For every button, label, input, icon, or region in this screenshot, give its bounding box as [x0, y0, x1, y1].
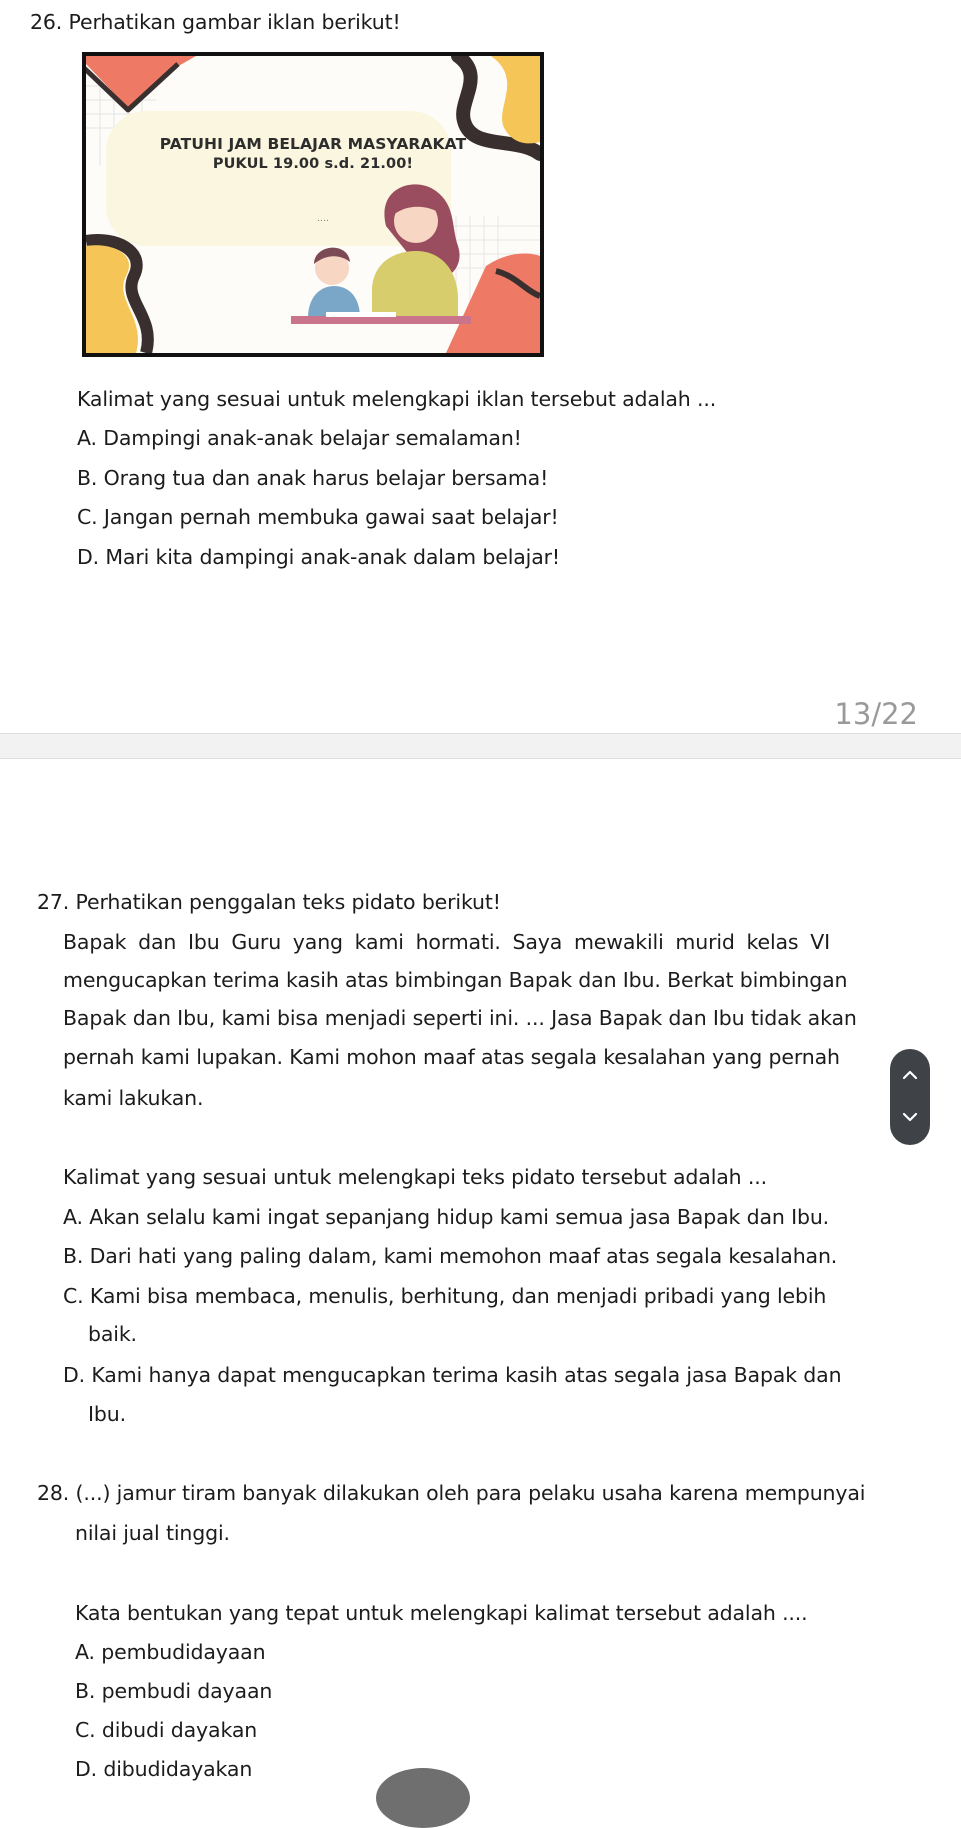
q27-option-d-cont[interactable]: Ibu.	[88, 1402, 126, 1426]
ad-time: PUKUL 19.00 s.d. 21.00!	[212, 156, 414, 172]
ad-blank: ....	[317, 214, 329, 224]
scroll-up-button[interactable]	[890, 1053, 930, 1097]
page-separator	[0, 733, 961, 759]
page-counter: 13/22	[834, 697, 918, 731]
q26-option-a[interactable]: A. Dampingi anak-anak belajar semalaman!	[77, 426, 522, 450]
q28-option-b[interactable]: B. pembudi dayaan	[75, 1679, 273, 1703]
floating-action-handle[interactable]	[376, 1768, 470, 1828]
q28-option-d[interactable]: D. dibudidayakan	[75, 1757, 253, 1781]
q27-option-c-cont[interactable]: baik.	[88, 1322, 137, 1346]
q27-passage-line: Bapak dan Ibu Guru yang kami hormati. Saya mewakili murid kelas VI	[63, 930, 830, 954]
q26-option-c[interactable]: C. Jangan pernah membuka gawai saat belajar!	[77, 505, 559, 529]
scroll-down-button[interactable]	[890, 1097, 930, 1141]
q26-title: 26. Perhatikan gambar iklan berikut!	[30, 10, 401, 34]
q28-title: 28. (...) jamur tiram banyak dilakukan oleh para pelaku usaha karena mempunyai	[37, 1481, 866, 1505]
q27-option-b[interactable]: B. Dari hati yang paling dalam, kami memohon maaf atas segala kesalahan.	[63, 1244, 838, 1268]
q28-title-cont: nilai jual tinggi.	[75, 1521, 230, 1545]
q27-option-c[interactable]: C. Kami bisa membaca, menulis, berhitung, dan menjadi pribadi yang lebih	[63, 1284, 827, 1308]
q26-option-d[interactable]: D. Mari kita dampingi anak-anak dalam belajar!	[77, 545, 560, 569]
ad-illustration	[86, 56, 540, 353]
ad-headline: PATUHI JAM BELAJAR MASYARAKAT	[159, 135, 467, 153]
scroll-nav	[890, 1049, 930, 1145]
chevron-down-icon	[901, 1111, 919, 1123]
q28-option-c[interactable]: C. dibudi dayakan	[75, 1718, 258, 1742]
q27-passage-line: pernah kami lupakan. Kami mohon maaf atas segala kesalahan yang pernah	[63, 1045, 840, 1069]
q26-prompt: Kalimat yang sesuai untuk melengkapi iklan tersebut adalah ...	[77, 387, 717, 411]
q27-passage-line: mengucapkan terima kasih atas bimbingan Bapak dan Ibu. Berkat bimbingan	[63, 968, 848, 992]
q28-option-a[interactable]: A. pembudidayaan	[75, 1640, 266, 1664]
q27-option-d[interactable]: D. Kami hanya dapat mengucapkan terima kasih atas segala jasa Bapak dan	[63, 1363, 842, 1387]
q26-option-b[interactable]: B. Orang tua dan anak harus belajar bersama!	[77, 466, 549, 490]
q27-option-a[interactable]: A. Akan selalu kami ingat sepanjang hidup kami semua jasa Bapak dan Ibu.	[63, 1205, 830, 1229]
q27-prompt: Kalimat yang sesuai untuk melengkapi teks pidato tersebut adalah ...	[63, 1165, 767, 1189]
chevron-up-icon	[901, 1069, 919, 1081]
q28-prompt: Kata bentukan yang tepat untuk melengkapi kalimat tersebut adalah ....	[75, 1601, 808, 1625]
q27-passage-line: kami lakukan.	[63, 1086, 204, 1110]
q27-passage-line: Bapak dan Ibu, kami bisa menjadi seperti ini. ... Jasa Bapak dan Ibu tidak akan	[63, 1006, 857, 1030]
q27-title: 27. Perhatikan penggalan teks pidato berikut!	[37, 890, 501, 914]
ad-image	[82, 52, 544, 357]
